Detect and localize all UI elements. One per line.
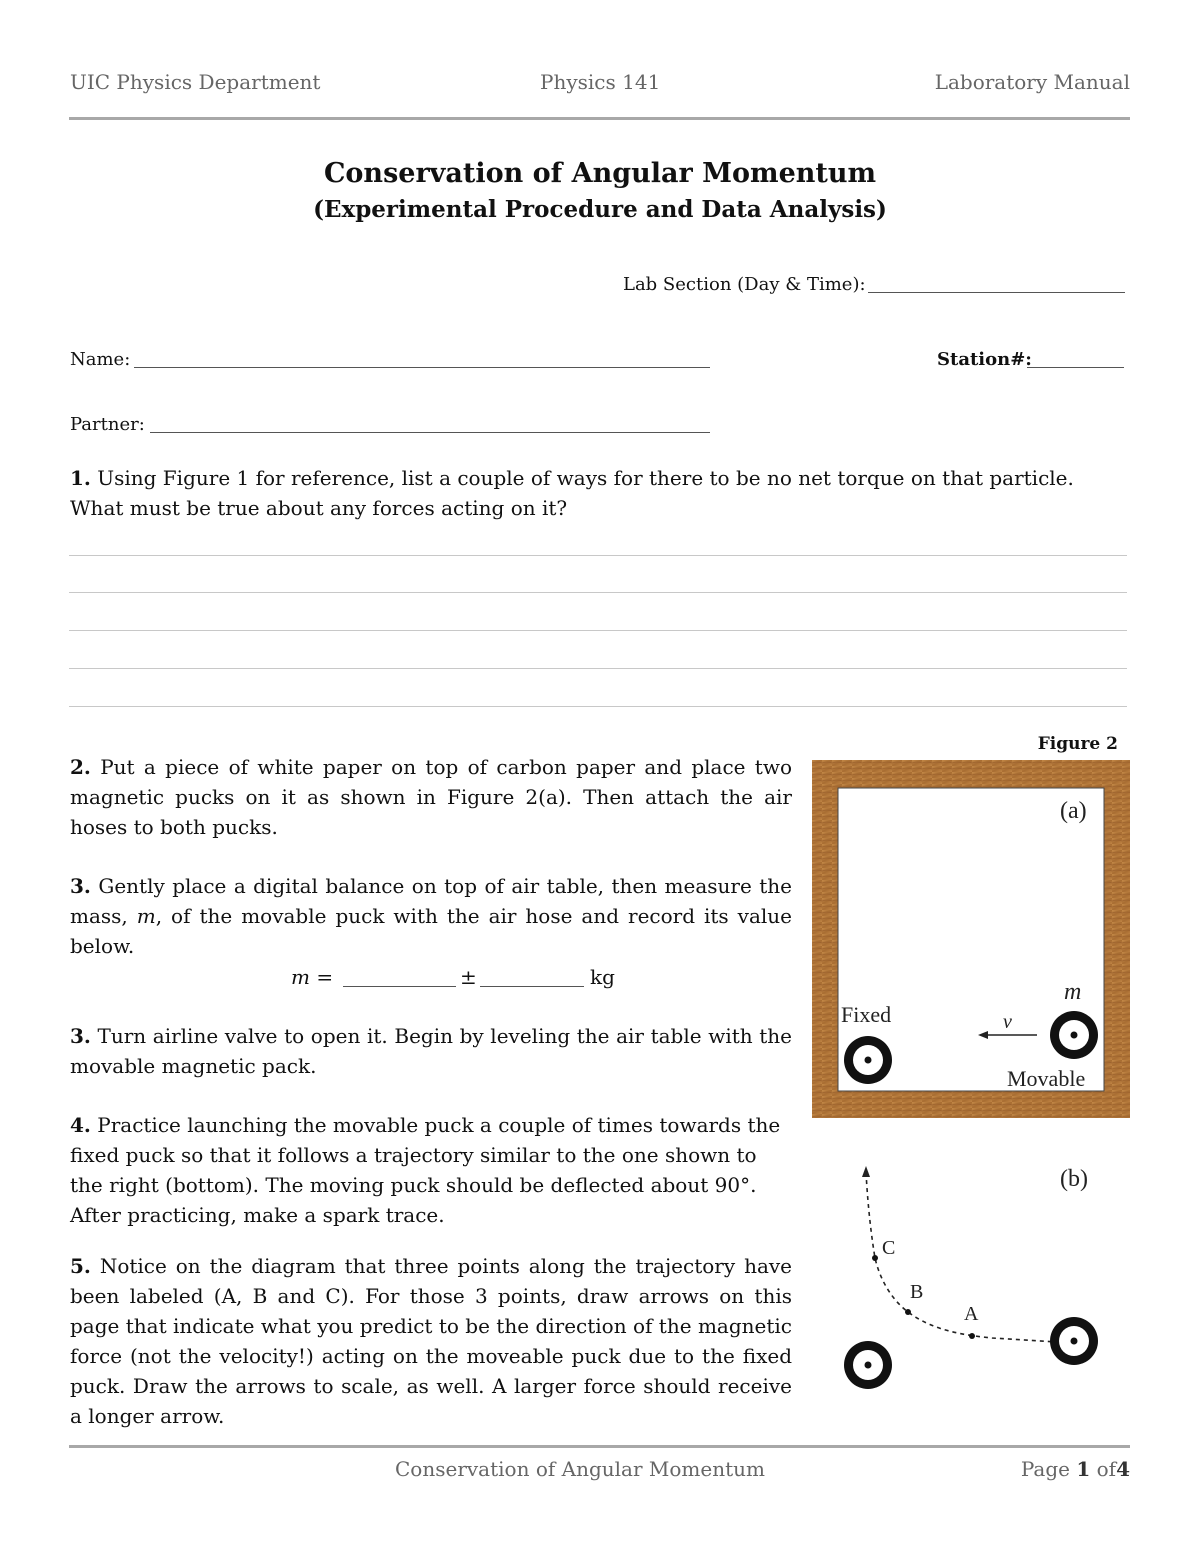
answer-line[interactable] bbox=[69, 706, 1127, 707]
answer-line[interactable] bbox=[69, 668, 1127, 669]
lab-section-label: Lab Section (Day & Time): bbox=[623, 274, 866, 295]
question-4 bbox=[70, 1110, 792, 1230]
question-5-text: Notice on the diagram that three points along the trajectory have been labeled (A, B and C). For those 3 points, draw arrows on this page that indicate what you predict to be the direction of the magnetic force (not the velocity!) acting on the moveable puck due to the fixed puck. Draw the arrows to scale, as well. A larger force should receive a longer arrow. bbox=[70, 1254, 793, 1428]
lab-section-field[interactable] bbox=[868, 292, 1125, 293]
page-subtitle: (Experimental Procedure and Data Analysis) bbox=[313, 196, 887, 223]
question-3-text: Gently place a digital balance on top of air table, then measure the mass, bbox=[70, 874, 793, 928]
fixed-label: Fixed bbox=[841, 1002, 892, 1027]
mass-unit: kg bbox=[590, 965, 615, 989]
page-prefix: Page bbox=[1020, 1457, 1070, 1481]
movable-mass-label: m bbox=[1064, 979, 1082, 1005]
mass-variable: m bbox=[136, 904, 156, 928]
question-3b-number: 3. bbox=[70, 1024, 91, 1048]
point-c-marker bbox=[872, 1255, 878, 1261]
header-manual: Laboratory Manual bbox=[934, 70, 1130, 94]
question-1 bbox=[70, 463, 1130, 523]
movable-puck bbox=[1050, 1011, 1098, 1059]
page-current: 1 bbox=[1076, 1457, 1091, 1481]
question-3-valve bbox=[70, 1021, 792, 1081]
mass-value-field[interactable] bbox=[343, 986, 456, 987]
footer-rule bbox=[69, 1445, 1130, 1448]
question-3b-text: Turn airline valve to open it. Begin by leveling the air table with the movable magnetic pack. bbox=[70, 1024, 792, 1078]
page-title: Conservation of Angular Momentum bbox=[323, 158, 877, 189]
answer-line[interactable] bbox=[69, 592, 1127, 593]
movable-label: Movable bbox=[1007, 1066, 1086, 1091]
station-label: Station#: bbox=[937, 349, 1032, 370]
point-a-marker bbox=[969, 1333, 975, 1339]
velocity-label: v⃗ bbox=[1003, 1011, 1028, 1033]
point-b-label: B bbox=[910, 1281, 924, 1303]
question-2 bbox=[70, 752, 792, 842]
name-label: Name: bbox=[70, 349, 131, 370]
question-4-text: Practice launching the movable puck a couple of times towards the fixed puck so that it follows a trajectory similar to the one shown to the right (bottom). The moving puck should be deflected about 90°. After practicing, make a spark trace. bbox=[70, 1113, 781, 1227]
fixed-puck bbox=[844, 1036, 892, 1084]
answer-line[interactable] bbox=[69, 555, 1127, 556]
question-2-number: 2. bbox=[70, 755, 91, 779]
point-b-marker bbox=[905, 1309, 911, 1315]
page-total: 4 bbox=[1116, 1457, 1130, 1481]
point-a-label: A bbox=[964, 1303, 979, 1325]
question-4-number: 4. bbox=[70, 1113, 91, 1137]
question-5 bbox=[70, 1251, 792, 1431]
mass-equation-lhs: m = bbox=[291, 965, 334, 989]
header-course: Physics 141 bbox=[540, 70, 661, 94]
name-field[interactable] bbox=[134, 367, 710, 368]
mass-uncertainty-field[interactable] bbox=[480, 986, 584, 987]
question-3-text-end: , of the movable puck with the air hose and record its value below. bbox=[70, 904, 792, 958]
footer-title: Conservation of Angular Momentum bbox=[395, 1457, 765, 1481]
movable-puck bbox=[1050, 1317, 1098, 1365]
figure-2a bbox=[812, 760, 1130, 1118]
question-5-number: 5. bbox=[70, 1254, 91, 1278]
header-department: UIC Physics Department bbox=[70, 70, 321, 94]
trajectory-arrowhead bbox=[862, 1166, 870, 1177]
panel-b-label: (b) bbox=[1060, 1166, 1088, 1192]
figure-2-caption: Figure 2 bbox=[1037, 734, 1118, 754]
question-1-text: Using Figure 1 for reference, list a couple of ways for there to be no net torque on that particle. What must be true about any forces acting on it? bbox=[70, 466, 1074, 520]
station-field[interactable] bbox=[1027, 367, 1124, 368]
question-3-number: 3. bbox=[70, 874, 91, 898]
page-of: of bbox=[1096, 1457, 1117, 1481]
question-2-text: Put a piece of white paper on top of carbon paper and place two magnetic pucks on it as shown in Figure 2(a). Then attach the air hoses to both pucks. bbox=[70, 755, 793, 839]
point-c-label: C bbox=[882, 1237, 896, 1259]
panel-a-label: (a) bbox=[1060, 798, 1087, 824]
partner-field[interactable] bbox=[150, 432, 710, 433]
plus-minus-symbol: ± bbox=[460, 965, 477, 989]
answer-line[interactable] bbox=[69, 630, 1127, 631]
question-1-number: 1. bbox=[70, 466, 91, 490]
fixed-puck bbox=[844, 1341, 892, 1389]
header-rule bbox=[69, 117, 1130, 120]
figure-2b bbox=[812, 1150, 1130, 1410]
question-3-mass bbox=[70, 871, 792, 961]
partner-label: Partner: bbox=[70, 414, 145, 435]
page-number bbox=[1021, 1457, 1130, 1481]
